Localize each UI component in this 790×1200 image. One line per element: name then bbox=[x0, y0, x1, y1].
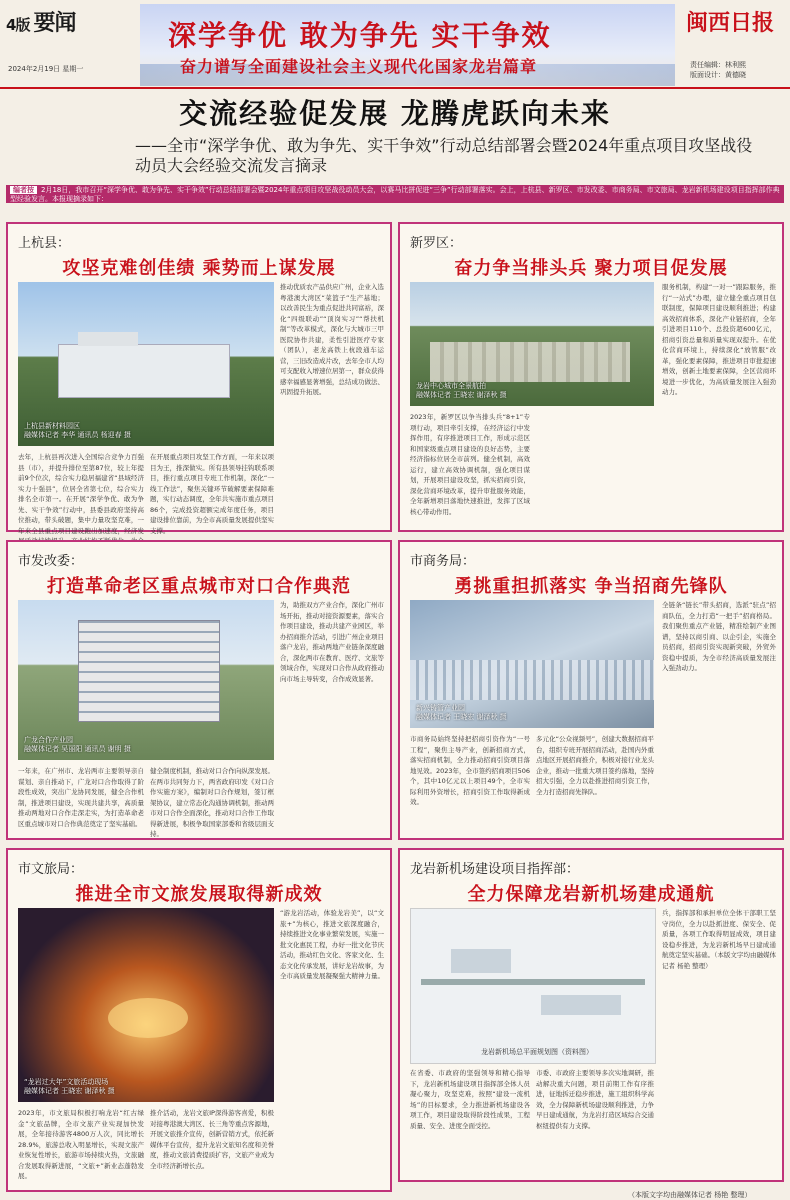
slogan-banner bbox=[140, 4, 675, 86]
article-text-col1: 去年，上杭县再次进入全国综合竞争力百强县（市），并提升排位至第87位，较上年提前9个位次，综合实力稳居福建省“县域经济实力十强县”，位居全省第七位，综合实力排名全市第一。在开展“深学争优、敢为争先、实干争效”行动中，县委县政府坚持高位推动，带头破题，集中力量攻坚克难，一年来全县重点项目建设跑出加速度，经济发 bbox=[18, 453, 144, 535]
article-text-col2: 市委、市政府主要领导多次实地调研，推动解决重大问题，项目前期工作有序推进，征地拆迁稳步推进，施工组织科学高效，全力保障新机场建设顺利推进，力争早日建成通航，为龙岩打造区域综合交通枢纽提供有力支撑。 bbox=[536, 1069, 654, 1130]
slogan-line-2: 奋力谱写全面建设社会主义现代化国家龙岩篇章 bbox=[180, 57, 538, 76]
issue-date: 2024年2月19日 星期一 bbox=[8, 65, 84, 73]
article-label: 市商务局： bbox=[410, 554, 476, 569]
photo-caption: “龙岩过大年”文旅活动现场 融媒体记者 王晓宏 谢泽秋 摄 bbox=[24, 1078, 115, 1095]
article-shanghang bbox=[6, 222, 392, 535]
article-text-col2: 健全制度机制，推动对口合作向纵深发展。在两市共同努力下，两省政府印发《对口合作实施方案》，编制对口合作规划，签订框架协议，建立常态化沟通协调机制，推动两市对口合作全面深化，推动对口合作工作取得新进展，积极争取国家部委和省级层面支持。 bbox=[150, 767, 274, 838]
editor-note bbox=[6, 185, 784, 203]
article-photo bbox=[410, 282, 654, 406]
article-commerce-bureau bbox=[398, 540, 784, 840]
article-label: 新罗区： bbox=[410, 236, 463, 251]
article-text-col3: 为，助推双方产业合作，深化广州市场开拓，推动对接资源要素，落实合作项目建设，推动共建产业园区，举办招商推介活动，引进广州企业项目落户龙岩，推动两地产业链条深度融合，深化两市在教育、医疗、文旅等领域合作，实现对口合作从政府推动向市场主导转变，合作成效显著。 bbox=[280, 601, 384, 683]
article-text-col3: 全链条“链长”带头招商，选派“驻点”招商队伍，全力打造“一把手”招商格局。我们聚焦重点产业链，精准绘制产业图谱，坚持以商引商、以企引企，实施全员招商，招商引资实现新突破，外贸外资稳中提质，为全市经济高质量发展注入强劲动力。 bbox=[662, 601, 776, 672]
article-label: 市文旅局： bbox=[18, 862, 84, 877]
article-photo bbox=[410, 600, 654, 728]
article-photo bbox=[18, 908, 274, 1102]
photo-caption: 上杭县新材料园区 融媒体记者 李华 通讯员 杨迎春 摄 bbox=[24, 422, 131, 439]
masthead bbox=[0, 0, 790, 86]
page-number-block bbox=[6, 6, 134, 80]
article-title: 打造革命老区重点城市对口合作典范 bbox=[47, 576, 351, 597]
photo-caption: 广龙合作产业园 融媒体记者 吴丽阳 通讯员 谢明 摄 bbox=[24, 736, 131, 753]
article-text-col1: 一年来，在广州市、龙岩两市主要领导亲自谋划、亲自推动下，广龙对口合作取得了阶段性成效，突出广龙协同发展，健全合作机制，推进项目建设，实现共建共享，高质量推动两地对口合作走深走实，为打造革命老区重点城市对口合作典范奠定了坚实基础。 bbox=[18, 767, 144, 828]
article-text-col1: 2023年，市文旅局积极打响龙岩“红古绿金”文旅品牌，全市文旅产业实现加快发展，全年接待游客4800万人次，同比增长28.9%，旅游总收入明显增长，实现文旅产业恢复性增长，旅游市场持续火热，文旅融合发展取得新进展，“文旅+”新业态蓬勃发展。 bbox=[18, 1109, 144, 1180]
page-number: 4版 要闻 bbox=[6, 11, 76, 36]
article-label: 龙岩新机场建设项目指挥部： bbox=[410, 862, 580, 877]
photo-caption: 龙岩中心城市全景航拍 融媒体记者 王晓宏 谢泽秋 摄 bbox=[416, 382, 507, 399]
page-headline: 交流经验促发展 龙腾虎跃向未来 bbox=[179, 97, 611, 130]
article-text-col3: “游龙岩活动，体验龙岩美”，以“文旅+”为核心，推进文旅深度融合，持续推进文化事业繁荣发展，实施一批文化惠民工程，办好一批文化节庆活动，推动红色文化、客家文化、生态文化传承发展，讲好龙岩故事，为全市高质量发展凝聚强大精神力量。 bbox=[280, 909, 384, 980]
page-subheadline: ——全市“深学争优、敢为争先、实干争效”行动总结部署会暨2024年重点项目攻坚战役动员大会经验交流发言摘录 bbox=[135, 136, 753, 175]
article-text-col1: 市商务局始终坚持把招商引资作为“一号工程”，聚焦主导产业，创新招商方式，落实招商机制，全力推动招商引资项目落地见效。2023年，全市签约招商项目506个，其中10亿元以上项目49个，全市实际利用外资增长，招商引资工作取得新成效。 bbox=[410, 735, 530, 806]
masthead-rule bbox=[0, 87, 790, 89]
article-photo bbox=[410, 908, 656, 1064]
article-text-col2: 推动优质农产品供应广州，企业入选粤港澳大湾区“菜篮子”生产基地；以改善民生为重点促进共同富裕，深化“四级联动”“顶岗实习”“帮扶机制”等改革模式，深化与大城市三甲医院协作共建，柔性引进医疗专家（团队），老龙高铁上杭段通车运营，三旧改造成片改，去年全市人均可支配收入增速位居第一，群众获得感幸福感显著增强，总结成功做法、巩固提升拓展。 bbox=[280, 283, 384, 396]
photo-caption: 龙岩新机场总平面规划图（资料图） bbox=[481, 1048, 593, 1056]
editor-credits: 责任编辑：林利熙 版面设计：黄德晓 bbox=[690, 61, 746, 79]
article-title: 推进全市文旅发展取得新成效 bbox=[75, 884, 323, 905]
newspaper-logo: 闽西日报 bbox=[686, 10, 775, 36]
article-photo bbox=[18, 600, 274, 760]
article-text-col3: 兵，指挥部和承担单位全体干部职工坚守岗位，全力以赴抓进度、保安全、促质量，各项工作取得明显成效，项目建设稳步推进，为龙岩新机场早日建成通航奠定坚实基础。（本版文字均由融媒体记者 杨艳 整理） bbox=[662, 909, 776, 970]
article-text-col2: 推介活动，龙岩文旅IP深得游客喜爱，积极对接粤港澳大湾区、长三角等重点客源地，开展文旅推介宣传，创新营销方式，依托新媒体平台宣传，提升龙岩文旅知名度和美誉度，推动文旅消费提质扩容，文旅产业成为全市经济新增长点。 bbox=[150, 1109, 274, 1170]
article-title: 奋力争当排头兵 聚力项目促发展 bbox=[454, 258, 728, 279]
page-footer-credit: （本版文字均由融媒体记者 杨艳 整理） bbox=[628, 1191, 752, 1199]
article-text-col3: 服务机制，构建“一对一”跟踪服务，推行“一站式”办理，建立健全重点项目包联制度，保障项目建设顺利推进；构建高效招商体系，深化产业链招商，全年引进项目110个、总投资超600亿元，招商引资总量和质量实现双提升。在优化营商环境上，持续深化“放管服”改革，强化要素保障，推进项目审批提速增效，创新土地要素保障，全区营商环境进一步优化，为高质量发展注入强劲动力。 bbox=[662, 283, 776, 396]
editor-note-tag: 编者按 bbox=[10, 186, 37, 194]
article-new-airport bbox=[398, 848, 784, 1182]
article-label: 市发改委： bbox=[18, 554, 84, 569]
article-text-col1: 在省委、市政府的坚强领导和精心指导下，龙岩新机场建设项目指挥部全体人员凝心聚力，攻坚克难，按照“建设一流机场”的目标要求，全力推进新机场建设各项工作，项目建设取得阶段性成果，工程质量、安全、进度全面受控。 bbox=[410, 1069, 530, 1130]
article-text-col1: 2023年，新罗区以争当排头兵“8+1”专项行动，项目牵引支撑，在经济运行中发挥作用，有序推进项目工作，形成示范区和国家级重点项目建设的良好态势，主要经济指标位居全市前列。健全机制，高效运行，建立高效协调机制，强化项目谋划，开展项目建设攻坚，抓实招商引资，深化营商环境改革，提升审批服务效能，全年新增项目落地快速推进，发挥了区域核心带动作用。 bbox=[410, 413, 530, 516]
photo-caption: 新兴铸管产业园 融媒体记者 王晓宏 谢泽秋 摄 bbox=[416, 704, 507, 721]
article-title: 攻坚克难创佳绩 乘势而上谋发展 bbox=[62, 258, 336, 279]
article-xinluo bbox=[398, 222, 784, 532]
editor-note-text: 2月18日，我市召开“深学争优、敢为争先、实干争效”行动总结部署会暨2024年重点项目攻坚战役动员大会，以赛马比拼促进“三争”行动部署落实。会上，上杭县、新罗区、市发改委、市商务局、市文旅局、龙岩新机场建设项目指挥部作典型经验发言。本报现摘录如下： bbox=[10, 186, 780, 203]
article-text-col3: 在开展重点项目攻坚工作方面，一年来以项目为王，推深做实。所有县领导挂钩联系项目，推行重点项目专班工作机制，深化“一线工作法”，聚焦关键环节破解要素保障难题，实行动态调度，全年共实施市重点项目86个，完成投资超额完成年度任务，项目建设排位靠前，为全市高质量发展提供坚实支撑。 bbox=[150, 453, 274, 535]
slogan-line-1: 深学争优 敢为争先 实干争效 bbox=[168, 19, 552, 52]
article-development-commission bbox=[6, 540, 392, 840]
article-title: 勇挑重担抓落实 争当招商先锋队 bbox=[454, 576, 728, 597]
article-text-col2: 多元化“公众视频号”，创建大数据招商平台，组织专班开展招商活动，赴国内外重点地区开展招商推介，积极对接行业龙头企业，推动一批重大项目签约落地，坚持招大引强，全力以赴推进招商引资工作，全力打造招商先锋队。 bbox=[536, 735, 654, 796]
article-title: 全力保障龙岩新机场建成通航 bbox=[467, 884, 715, 905]
article-photo bbox=[18, 282, 274, 446]
article-label: 上杭县： bbox=[18, 236, 71, 251]
article-culture-tourism bbox=[6, 848, 392, 1192]
article-text-col2 bbox=[536, 412, 654, 526]
